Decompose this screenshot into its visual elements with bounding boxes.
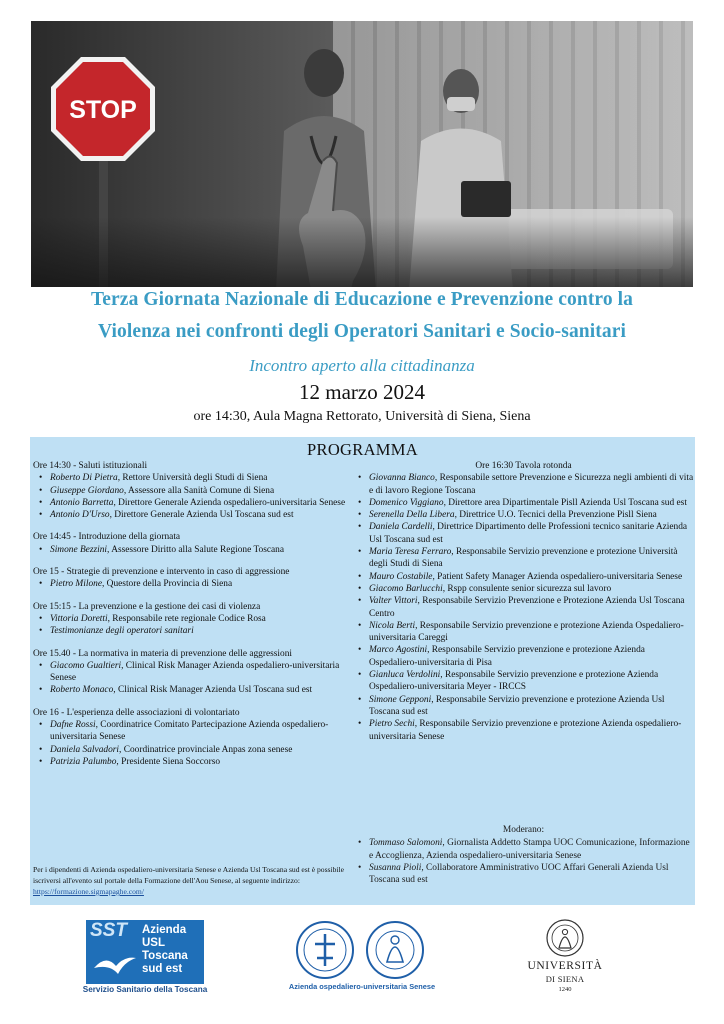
speaker-name: Maria Teresa Ferraro [369, 547, 452, 558]
speaker-item [352, 644, 695, 669]
speaker-name: Giuseppe Giordano [50, 485, 124, 496]
sst-name [142, 924, 188, 976]
svg-text:STOP: STOP [69, 96, 137, 124]
speaker-role: , Direttore Generale Azienda ospedaliero-universitaria Senese [113, 497, 346, 508]
speaker-role: , Coordinatrice provinciale Anpas zona senese [119, 744, 293, 755]
event-title-line2: Violenza nei confronti degli Operatori Sanitari e Socio-sanitari [98, 321, 626, 342]
speaker-item [33, 578, 353, 590]
program-section [33, 531, 353, 556]
speaker-item [33, 485, 353, 497]
speaker-item [33, 472, 353, 484]
speaker-name: Simone Gepponi [369, 694, 432, 705]
speaker-name: Patrizia Palumbo [50, 756, 117, 767]
speaker-name: Giovanna Bianco [369, 473, 435, 484]
speaker-item [33, 684, 353, 696]
speaker-name: Nicola Berti [369, 620, 416, 631]
speaker-item [33, 497, 353, 509]
program-section-list [33, 578, 353, 590]
seagull-icon [92, 948, 138, 982]
speaker-role: , Coordinatrice Comitato Partecipazione Azienda ospedaliero-universitaria Senese [50, 720, 329, 743]
speaker-role: , Questore della Provincia di Siena [101, 579, 233, 590]
speaker-role: , Direttore Generale Azienda Usl Toscana sud est [109, 510, 294, 521]
speaker-name: Roberto Monaco [50, 685, 114, 696]
speaker-role: , Assessore alla Sanità Comune di Siena [123, 485, 275, 496]
logo-universita-siena [527, 918, 603, 998]
speaker-item [352, 571, 695, 583]
registration-note-text: Per i dipendenti di Azienda ospedaliero-universitaria Senese e Azienda Usl Toscana sud est è possibile iscriversi all'evento sul portale della Formazione dell'Aou Senese, al seguente indirizzo: [33, 865, 345, 885]
speaker-item [352, 497, 695, 509]
program-section-heading: Ore 14:30 - Saluti istituzionali [33, 461, 148, 471]
speaker-name: Giacomo Gualtieri [50, 660, 122, 671]
speaker-role: , Direttrice U.O. Tecnici della Prevenzione Pisll Siena [454, 510, 657, 521]
moderators-heading: Moderano: [502, 825, 545, 835]
moderators-list [352, 837, 695, 886]
speaker-role: , Responsabile Servizio prevenzione e protezione Azienda ospedaliero-universitaria Senese [369, 719, 682, 742]
speaker-item [33, 744, 353, 756]
program-section-heading: Ore 15:15 - La prevenzione e la gestione dei casi di violenza [33, 601, 261, 612]
program-section [33, 648, 353, 697]
round-table-list [352, 472, 695, 743]
speaker-role: , Rspp consulente senior sicurezza sul lavoro [442, 583, 612, 594]
program-left-column [33, 460, 353, 778]
speaker-role: , Direttrice Dipartimento delle Professioni tecnico sanitarie Azienda Usl Toscana sud est [369, 522, 688, 545]
speaker-item [352, 669, 695, 694]
program-section-list [33, 660, 353, 697]
speaker-name: Pietro Milone [50, 579, 102, 590]
speaker-name: Susanna Pioli [369, 862, 422, 873]
speaker-role: , Direttore area Dipartimentale Pisll Azienda Usl Toscana sud est [443, 497, 687, 508]
registration-link[interactable]: https://formazione.sigmapaghe.com/ [33, 887, 144, 896]
speaker-name: Antonio D'Urso [50, 510, 110, 521]
speaker-role: , Rettore Università degli Studi di Siena [117, 473, 268, 484]
speaker-item [352, 718, 695, 743]
program-section-heading: Ore 15.40 - La normativa in materia di prevenzione delle aggressioni [33, 648, 293, 659]
aou-caption: Azienda ospedaliero-universitaria Senese [288, 982, 436, 991]
speaker-item [33, 625, 353, 637]
speaker-item [33, 756, 353, 768]
sst-line4: sud est [142, 963, 183, 975]
speaker-role: , Responsabile Servizio Prevenzione e Protezione Azienda Usl Toscana Centro [369, 596, 685, 619]
speaker-item [33, 613, 353, 625]
program-right-column [352, 460, 695, 743]
program-section-heading: Ore 15 - Strategie di prevenzione e intervento in caso di aggressione [33, 567, 290, 578]
speaker-name: Pietro Sechi [369, 719, 415, 730]
program-section-list [33, 613, 353, 638]
speaker-name: Giacomo Barlucchi [369, 583, 443, 594]
speaker-role: , Responsabile Servizio prevenzione e protezione Azienda Usl Toscana sud est [369, 694, 665, 717]
sst-caption: Servizio Sanitario della Toscana [82, 985, 208, 994]
speaker-name: Vittoria Doretti [50, 613, 108, 624]
sst-line1: Azienda [142, 924, 187, 936]
sst-line3: Toscana [142, 950, 188, 962]
speaker-role: , Responsabile settore Prevenzione e Sicurezza negli ambienti di vita e di lavoro Regione Toscana [369, 473, 694, 496]
speaker-name: Domenico Viggiano [369, 497, 444, 508]
speaker-item [352, 694, 695, 719]
program-section [33, 601, 353, 638]
round-table-heading: Ore 16:30 Tavola rotonda [475, 461, 572, 471]
speaker-item [33, 660, 353, 685]
stop-sign-icon [49, 55, 157, 163]
unisi-sub: DI SIENA [545, 974, 585, 984]
registration-note [33, 864, 353, 897]
speaker-role: , Clinical Risk Manager Azienda ospedaliero-universitaria Senese [50, 660, 340, 684]
speaker-role: , Giornalista Addetto Stampa UOC Comunicazione, Informazione e Accoglienza, Azienda ospedaliero-universitaria Senese [369, 838, 690, 861]
event-date: 12 marzo 2024 [299, 380, 425, 404]
speaker-item [352, 620, 695, 645]
moderators-block [352, 824, 695, 886]
logo-usl-toscana-sud-est [80, 918, 206, 998]
unisi-year: 1240 [558, 986, 572, 993]
speaker-name: Marco Agostini [369, 645, 428, 656]
unisi-seal-icon [530, 918, 600, 960]
speaker-role: , Presidente Siena Soccorso [116, 756, 221, 767]
program-title: PROGRAMMA [307, 440, 418, 459]
program-section-heading: Ore 16 - L'esperienza delle associazioni di volontariato [33, 707, 240, 718]
event-subtitle: Incontro aperto alla cittadinanza [249, 356, 475, 375]
speaker-name: Daniela Salvadori [50, 744, 120, 755]
speaker-name: Simone Bezzini [50, 544, 108, 555]
speaker-name: Dafne Rossi [50, 720, 96, 731]
program-section-list [33, 544, 353, 556]
program-section [33, 707, 353, 768]
program-section-list [33, 719, 353, 768]
speaker-role: , Patient Safety Manager Azienda ospedaliero-universitaria Senese [432, 571, 683, 582]
speaker-name: Testimonianze degli operatori sanitari [50, 626, 194, 637]
speaker-item [33, 544, 353, 556]
speaker-role: , Responsabile Servizio prevenzione e protezione Azienda Ospedaliero-universitaria di Pisa [369, 645, 645, 668]
speaker-item [352, 837, 695, 862]
speaker-role: , Responsabile Servizio prevenzione e protezione Università degli Studi di Siena [369, 547, 678, 570]
speaker-item [33, 719, 353, 744]
speaker-role: , Clinical Risk Manager Azienda Usl Toscana sud est [113, 685, 313, 696]
speaker-item [352, 583, 695, 595]
speaker-role: , Responsabile rete regionale Codice Rosa [107, 613, 266, 624]
speaker-item [352, 509, 695, 521]
speaker-name: Tommaso Salomoni [369, 838, 443, 849]
speaker-name: Roberto Di Pietra [50, 473, 118, 484]
speaker-name: Serenella Della Libera [369, 510, 455, 521]
speaker-item [352, 595, 695, 620]
speaker-item [352, 521, 695, 546]
sst-line2: USL [142, 937, 165, 949]
speaker-item [352, 472, 695, 497]
program-section-list [33, 472, 353, 521]
speaker-item [33, 509, 353, 521]
speaker-role: , Collaboratore Amministrativo UOC Affari Generali Azienda Usl Toscana sud est [369, 862, 669, 886]
logo-aou-senese [283, 918, 441, 998]
sst-letters: SST [90, 920, 127, 941]
speaker-item [352, 546, 695, 571]
event-venue: ore 14:30, Aula Magna Rettorato, Università di Siena, Siena [193, 409, 531, 424]
hero-floor-shadow [31, 217, 693, 287]
speaker-name: Valter Vittori [369, 596, 418, 607]
speaker-role: , Responsabile Servizio prevenzione e protezione Azienda Ospedaliero-universitaria Careggi [369, 620, 684, 644]
speaker-role: , Assessore Diritto alla Salute Regione Toscana [107, 544, 285, 555]
speaker-name: Daniela Cardelli [369, 522, 433, 533]
program-box [30, 437, 695, 905]
hero-photo [31, 21, 693, 287]
program-section [33, 460, 353, 521]
speaker-name: Mauro Costabile [369, 571, 433, 582]
speaker-name: Antonio Barretta [50, 497, 114, 508]
speaker-role: , Responsabile Servizio prevenzione e protezione Azienda Ospedaliero-universitaria Meyer - IRCCS [369, 670, 659, 693]
unisi-name: UNIVERSITÀ [527, 960, 603, 972]
speaker-name: Gianluca Verdolini [369, 670, 441, 681]
speaker-item [352, 862, 695, 887]
aou-seals-icon [283, 918, 441, 982]
program-section-heading: Ore 14:45 - Introduzione della giornata [33, 532, 181, 543]
event-title-line1: Terza Giornata Nazionale di Educazione e Prevenzione contro la [90, 289, 634, 310]
program-section [33, 566, 353, 591]
